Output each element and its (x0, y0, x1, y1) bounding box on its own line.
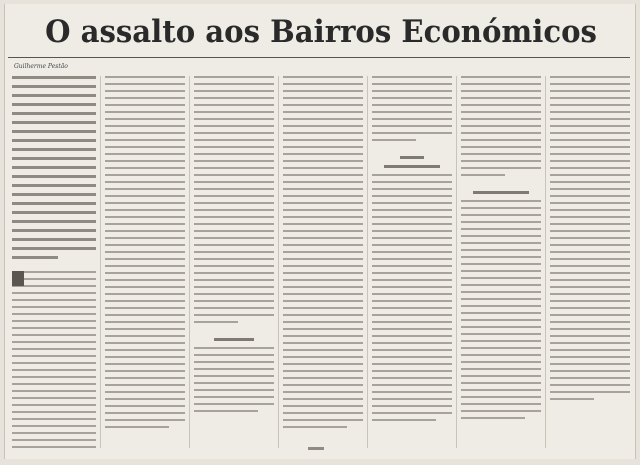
headline: O assalto aos Bairros Económicos (45, 14, 597, 50)
drop-cap (12, 271, 24, 286)
subheading-placeholder (214, 338, 254, 341)
subheading-placeholder (473, 191, 529, 194)
page-number-placeholder (308, 447, 324, 450)
column-3 (194, 76, 274, 448)
column-4 (283, 76, 363, 448)
byline: Guilherme Pestão (14, 63, 68, 70)
subheading-placeholder (384, 165, 440, 168)
headline-rule (8, 57, 630, 58)
column-1 (12, 76, 96, 448)
column-7 (550, 76, 630, 448)
column-5 (372, 76, 452, 448)
subheading-placeholder (400, 156, 424, 159)
column-6 (461, 76, 541, 448)
column-2 (105, 76, 185, 448)
